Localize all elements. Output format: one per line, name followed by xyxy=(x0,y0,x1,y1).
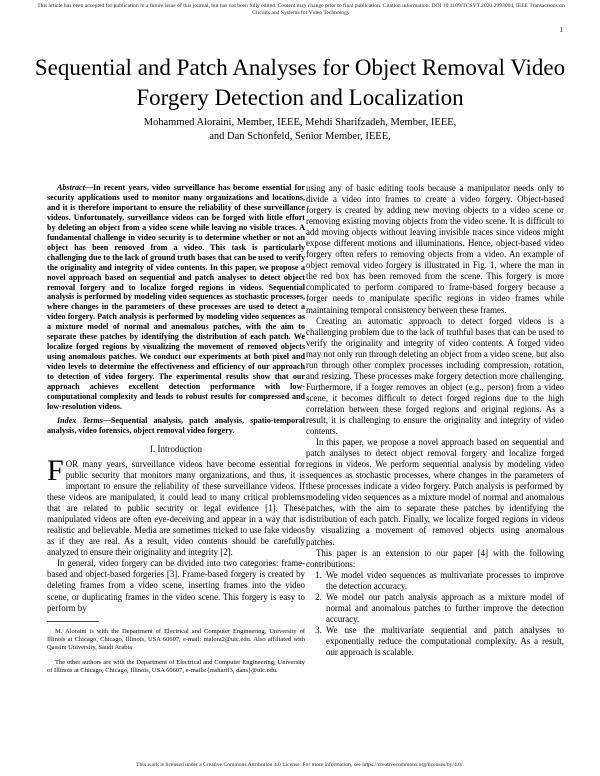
authors-line-2: and Dan Schonfeld, Senior Member, IEEE, xyxy=(209,130,391,142)
right-paragraph-2: Creating an automatic approach to detect forged videos is a challenging problem due to the lack of truthful bases that can be used to verify the originality and integrity of video contents. A forged video may not only run through deleting an object from a video scene, but also run through other complex processes including compression, rotation, and resizing. These processes make forgery detection more challenging. Furthermore, if a forger removes an object (e.g., person) from a video scene, it becomes difficult to detect forged regions due to the high correlation between these forged regions and original regions. As a result, it is challenging to ensure the originality and integrity of video contents. xyxy=(306,315,564,437)
footnote-1: M. Aloraini is with the Department of Electrical and Computer Engineering, University of Illinois at Chicago, Chicago, Illinois, USA 60607, e-mail: malora2@uic.edu. Also affiliated with Qassim University, Saudi Arabia xyxy=(47,628,305,652)
intro-paragraph-1 xyxy=(47,453,305,558)
intro-paragraph-2: In general, video forgery can be divided into two categories: frame-based and object-based forgeries [3]. Frame-based forgery is created by deleting frames from a video scene, inserting frames into the video scene, or duplicating frames in the video scene. This forgery is easy to perform by xyxy=(47,558,305,613)
footnote-rule xyxy=(47,621,99,622)
contribution-item: 2. We model our patch analysis approach as a mixture model of normal and anomalous patches to further improve the detection accuracy. xyxy=(324,592,564,625)
contributions-list xyxy=(306,570,564,658)
page-number: 1 xyxy=(559,26,563,34)
right-paragraph-1: using any of basic editing tools because a manipulator needs only to divide a video into frames to create a video forgery. Object-based forgery is created by adding new moving objects to a video scene or removing existing moving objects from the video scene. It is difficult to add moving objects without leaving invisible traces since videos might expose different motions and illuminations. Hence, object-based video forgery often refers to removing objects from a video. An example of object removal video forgery is illustrated in Fig. 1, where the man in the red box has been removed from the scene. This forgery is more complicated to perform compared to frame-based forgery because a forger needs to manipulate specific regions in video frames while maintaining temporal consistency between these frames. xyxy=(306,183,564,315)
left-column xyxy=(47,183,305,681)
paper-title: Sequential and Patch Analyses for Object Removal Video Forgery Detection and Localization xyxy=(34,55,566,110)
author-block xyxy=(60,116,540,143)
index-terms xyxy=(47,416,305,436)
abstract-body: —In recent years, video surveillance has become essential for security applications used to monitor many organizations and locations, and it is therefore important to ensure the reliability of these surveillance videos. Unfortunately, surveillance videos can be forged with little effort by deleting an object from a video scene while leaving no visible traces. A fundamental challenge in video security is to determine whether or not an object has been removed from a video. This task is particularly challenging due to the lack of ground truth bases that can be used to verify the originality and integrity of video contents. In this paper, we propose a novel approach based on sequential and patch analyses to detect object removal forgery and to localize forged regions in videos. Sequential analysis is performed by modeling video sequences as stochastic processes, where changes in the parameters of these processes are used to detect a video forgery. Patch analysis is performed by modeling video sequences as a mixture model of normal and anomalous patches, with the aim to separate these patches by identifying the distribution of each patch. We localize forged regions by visualizing the movement of removed objects using anomalous patches. We conduct our experiments at both pixel and video levels to determine the effectiveness and efficiency of our approach to detection of video forgery. The experimental results show that our approach achieves excellent detection performance with low-computational complexity and leads to robust results for compressed and low-resolution videos. xyxy=(47,183,305,411)
index-terms-lead: Index Terms xyxy=(57,415,103,425)
abstract xyxy=(47,183,305,412)
authors-line-1: Mohammed Aloraini, Member, IEEE, Mehdi Sharifzadeh, Member, IEEE, xyxy=(143,117,457,128)
publication-banner: This article has been accepted for publication in a future issue of this journal, but has not been fully edited. Content may change prior to final publication. Citation information: DOI 10.1109/TCSVT.2020.2993004, IEEE Transactions on Circuits and Systems for Video Technology xyxy=(37,3,565,17)
index-terms-body: —Sequential analysis, patch analysis, spatio-temporal analysis, video forensics, object removal video forgery. xyxy=(47,415,306,435)
contribution-item: 3. We use the multivariate sequential and patch analyses to exponentially reduce the computational complexity. As a result, our approach is scalable. xyxy=(324,625,564,658)
intro-paragraph-1-text: OR many years, surveillance videos have become essential for public security that monitors many organizations, and thus, it is important to ensure the reliability of these surveillance videos. If these videos are manipulated, it could lead to many critical problems that are related to public security or legal evidence [1]. These manipulated videos are often eye-deceiving and appear in a way that is realistic and believable. Media are sometimes tricked to use fake videos as if they are real. As a result, video contents should be carefully analyzed to ensure their originality and integrity [2]. xyxy=(47,458,305,558)
footnote-2: The other authors are with the Department of Electrical and Computer Engineering, University of Illinois at Chicago, Chicago, Illinois, USA 60607, e-mails:{msharif3, dans}@uic.edu. xyxy=(47,658,305,674)
right-column xyxy=(306,183,564,658)
right-paragraph-4: This paper is an extension to our paper [4] with the following contributions: xyxy=(306,547,564,569)
section-heading-introduction: I. Introduction xyxy=(150,443,202,454)
drop-cap: F xyxy=(47,453,64,487)
abstract-lead: Abstract xyxy=(57,183,85,192)
contribution-item: 1. We model video sequences as multivariate processes to improve the detection accuracy. xyxy=(324,570,564,592)
right-paragraph-3: In this paper, we propose a novel approach based on sequential and patch analyses to detect object removal forgery and localize forged regions in videos. We perform sequential analysis by modeling video sequences as stochastic processes, where changes in the parameters of these processes indicate a video forgery. Patch analysis is performed by modeling video sequences as a mixture model of normal and anomalous patches, with the aim to separate these patches by identifying the distribution of each patch. Finally, we localize forged regions in videos by visualizing a movement of removed objects using anomalous patches. xyxy=(306,437,564,547)
license-footer: This work is licensed under a Creative Commons Attribution 4.0 License. For more information, see https://creativecommons.org/licenses/by/4.0/. xyxy=(136,762,464,768)
